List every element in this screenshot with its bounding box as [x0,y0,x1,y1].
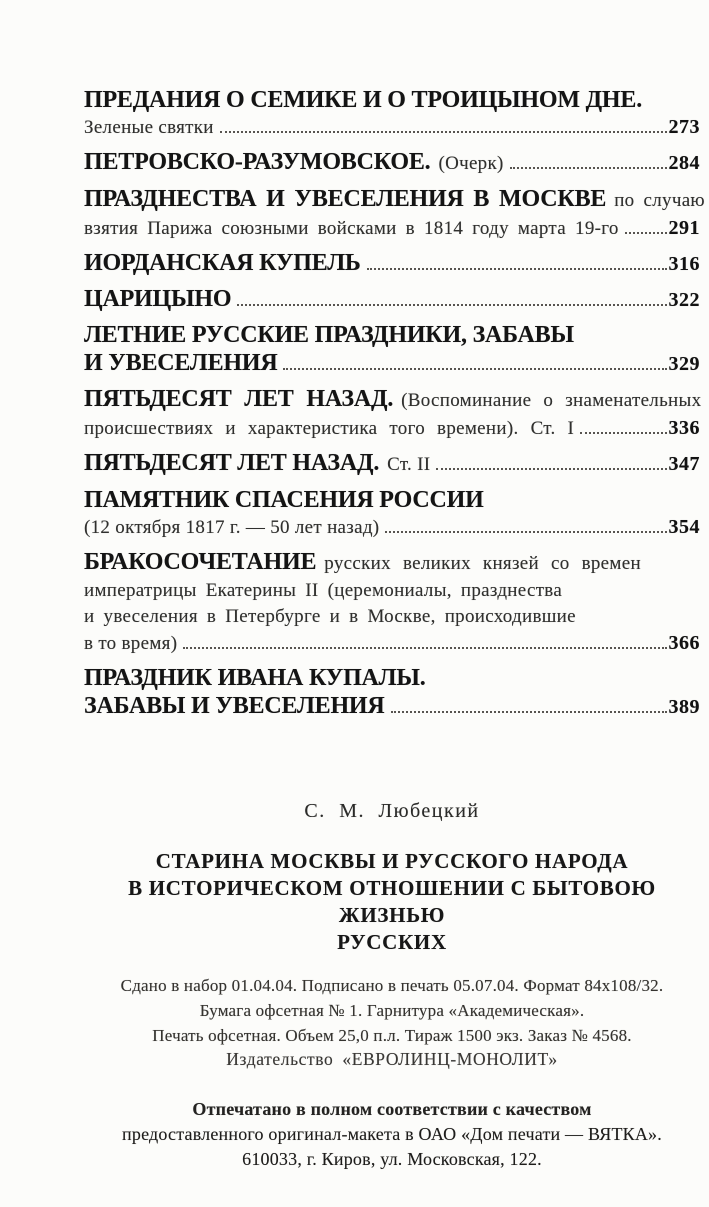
toc-entry [84,449,700,479]
author-name: С. М. Любецкий [304,800,480,822]
page-number: 284 [668,152,700,174]
dotted-leader [367,267,667,270]
entry-subtitle: русских великих князей со времен [324,553,641,574]
entry-subtitle: и увеселения в Петербурге и в Москве, происходившие [84,606,576,627]
page-number: 329 [668,353,700,375]
page-number: 389 [668,696,700,718]
toc-line [84,449,700,479]
entry-subtitle: (Очерк) [438,153,504,174]
entry-title: ЗАБАВЫ И УВЕСЕЛЕНИЯ [84,693,385,719]
toc-line [84,415,700,442]
toc-entry [84,385,700,442]
toc-entry [84,321,700,378]
dotted-leader [220,130,667,133]
book-title [84,848,700,956]
toc-line [84,630,700,657]
entry-title: ЦАРИЦЫНО [84,286,232,312]
entry-title: ПАМЯТНИК СПАСЕНИЯ РОССИИ [84,487,484,513]
toc-entry [84,185,705,242]
entry-title: ПРЕДАНИЯ О СЕМИКЕ И О ТРОИЦЫНОМ ДНЕ. [84,87,642,113]
entry-subtitle: Ст. II [387,454,431,475]
dotted-leader [385,530,666,533]
entry-title: ПЯТЬДЕСЯТ ЛЕТ НАЗАД. [84,450,380,476]
entry-title: И УВЕСЕЛЕНИЯ [84,350,278,376]
entry-title: ЛЕТНИЕ РУССКИЕ ПРАЗДНИКИ, ЗАБАВЫ [84,322,574,348]
entry-title: ПРАЗДНИК ИВАНА КУПАЛЫ. [84,665,426,691]
dotted-leader [625,231,667,234]
entry-subtitle: Зеленые святки [84,117,214,138]
toc-line [84,604,700,630]
table-of-contents [84,86,705,728]
entry-subtitle: (Воспоминание о знаменательных [401,390,702,411]
toc-line [84,285,700,314]
toc-line [84,215,700,242]
page-number: 354 [668,516,700,538]
toc-line [84,486,700,514]
toc-line [84,249,700,278]
entry-title: ПЯТЬДЕСЯТ ЛЕТ НАЗАД. [84,386,394,412]
toc-line [84,385,700,415]
toc-line [84,548,700,578]
toc-line [84,578,700,604]
toc-line [84,514,700,541]
printer-info-line: Отпечатано в полном соответствии с качеством [192,1099,592,1119]
dotted-leader [436,467,666,470]
page-number: 291 [668,217,700,239]
toc-entry [84,664,700,721]
book-title-line: СТАРИНА МОСКВЫ И РУССКОГО НАРОДА [155,849,629,873]
entry-subtitle: императрицы Екатерины II (церемониалы, празднества [84,580,563,601]
page-number: 336 [668,417,700,439]
page-number: 273 [668,116,700,138]
toc-entry [84,249,700,278]
toc-entry [84,285,700,314]
toc-line [84,321,700,349]
print-production-info [84,973,700,1048]
toc-entry [84,86,700,141]
entry-subtitle: происшествиях и характеристика того времени). Ст. I [84,418,575,439]
book-title-line: РУССКИХ [337,930,447,954]
page-number: 347 [668,453,700,475]
entry-subtitle: по случаю [614,190,705,211]
dotted-leader [580,431,666,434]
entry-subtitle: в то время) [84,633,178,654]
toc-entry [84,548,700,657]
entry-subtitle: взятия Парижа союзными войсками в 1814 году марта 19-го [84,218,619,239]
dotted-leader [391,710,667,713]
entry-title: БРАКОСОЧЕТАНИЕ [84,549,317,575]
toc-entry [84,148,700,178]
printer-info-line: 610033, г. Киров, ул. Московская, 122. [242,1149,542,1169]
toc-line [84,664,700,692]
entry-title: ПРАЗДНЕСТВА И УВЕСЕЛЕНИЯ В МОСКВЕ [84,186,607,212]
printer-address-info [84,1097,700,1172]
toc-line [84,692,700,721]
toc-entry [84,486,700,541]
print-info-line: Печать офсетная. Объем 25,0 п.л. Тираж 1500 экз. Заказ № 4568. [152,1026,632,1045]
print-info-line: Сдано в набор 01.04.04. Подписано в печать 05.07.04. Формат 84х108/32. [120,976,664,995]
print-info-line: Бумага офсетная № 1. Гарнитура «Академическая». [199,1001,585,1020]
toc-line [84,114,700,141]
dotted-leader [510,166,667,169]
toc-line [84,185,705,215]
page-number: 322 [668,289,700,311]
page-number: 316 [668,253,700,275]
toc-line [84,86,700,114]
dotted-leader [183,646,666,649]
entry-title: ИОРДАНСКАЯ КУПЕЛЬ [84,250,361,276]
entry-title: ПЕТРОВСКО-РАЗУМОВСКОЕ. [84,149,431,175]
colophon [84,800,700,1172]
entry-subtitle: (12 октября 1817 г. — 50 лет назад) [84,517,380,538]
dotted-leader [237,303,666,306]
book-title-line: В ИСТОРИЧЕСКОМ ОТНОШЕНИИ С БЫТОВОЮ ЖИЗНЬЮ [128,876,656,927]
toc-line [84,148,700,178]
printer-info-line: предоставленного оригинал-макета в ОАО «Дом печати — ВЯТКА». [122,1124,662,1144]
publisher-line: Издательство «ЕВРОЛИНЦ-МОНОЛИТ» [226,1049,558,1069]
toc-line [84,349,700,378]
page-number: 366 [668,632,700,654]
dotted-leader [283,367,666,370]
